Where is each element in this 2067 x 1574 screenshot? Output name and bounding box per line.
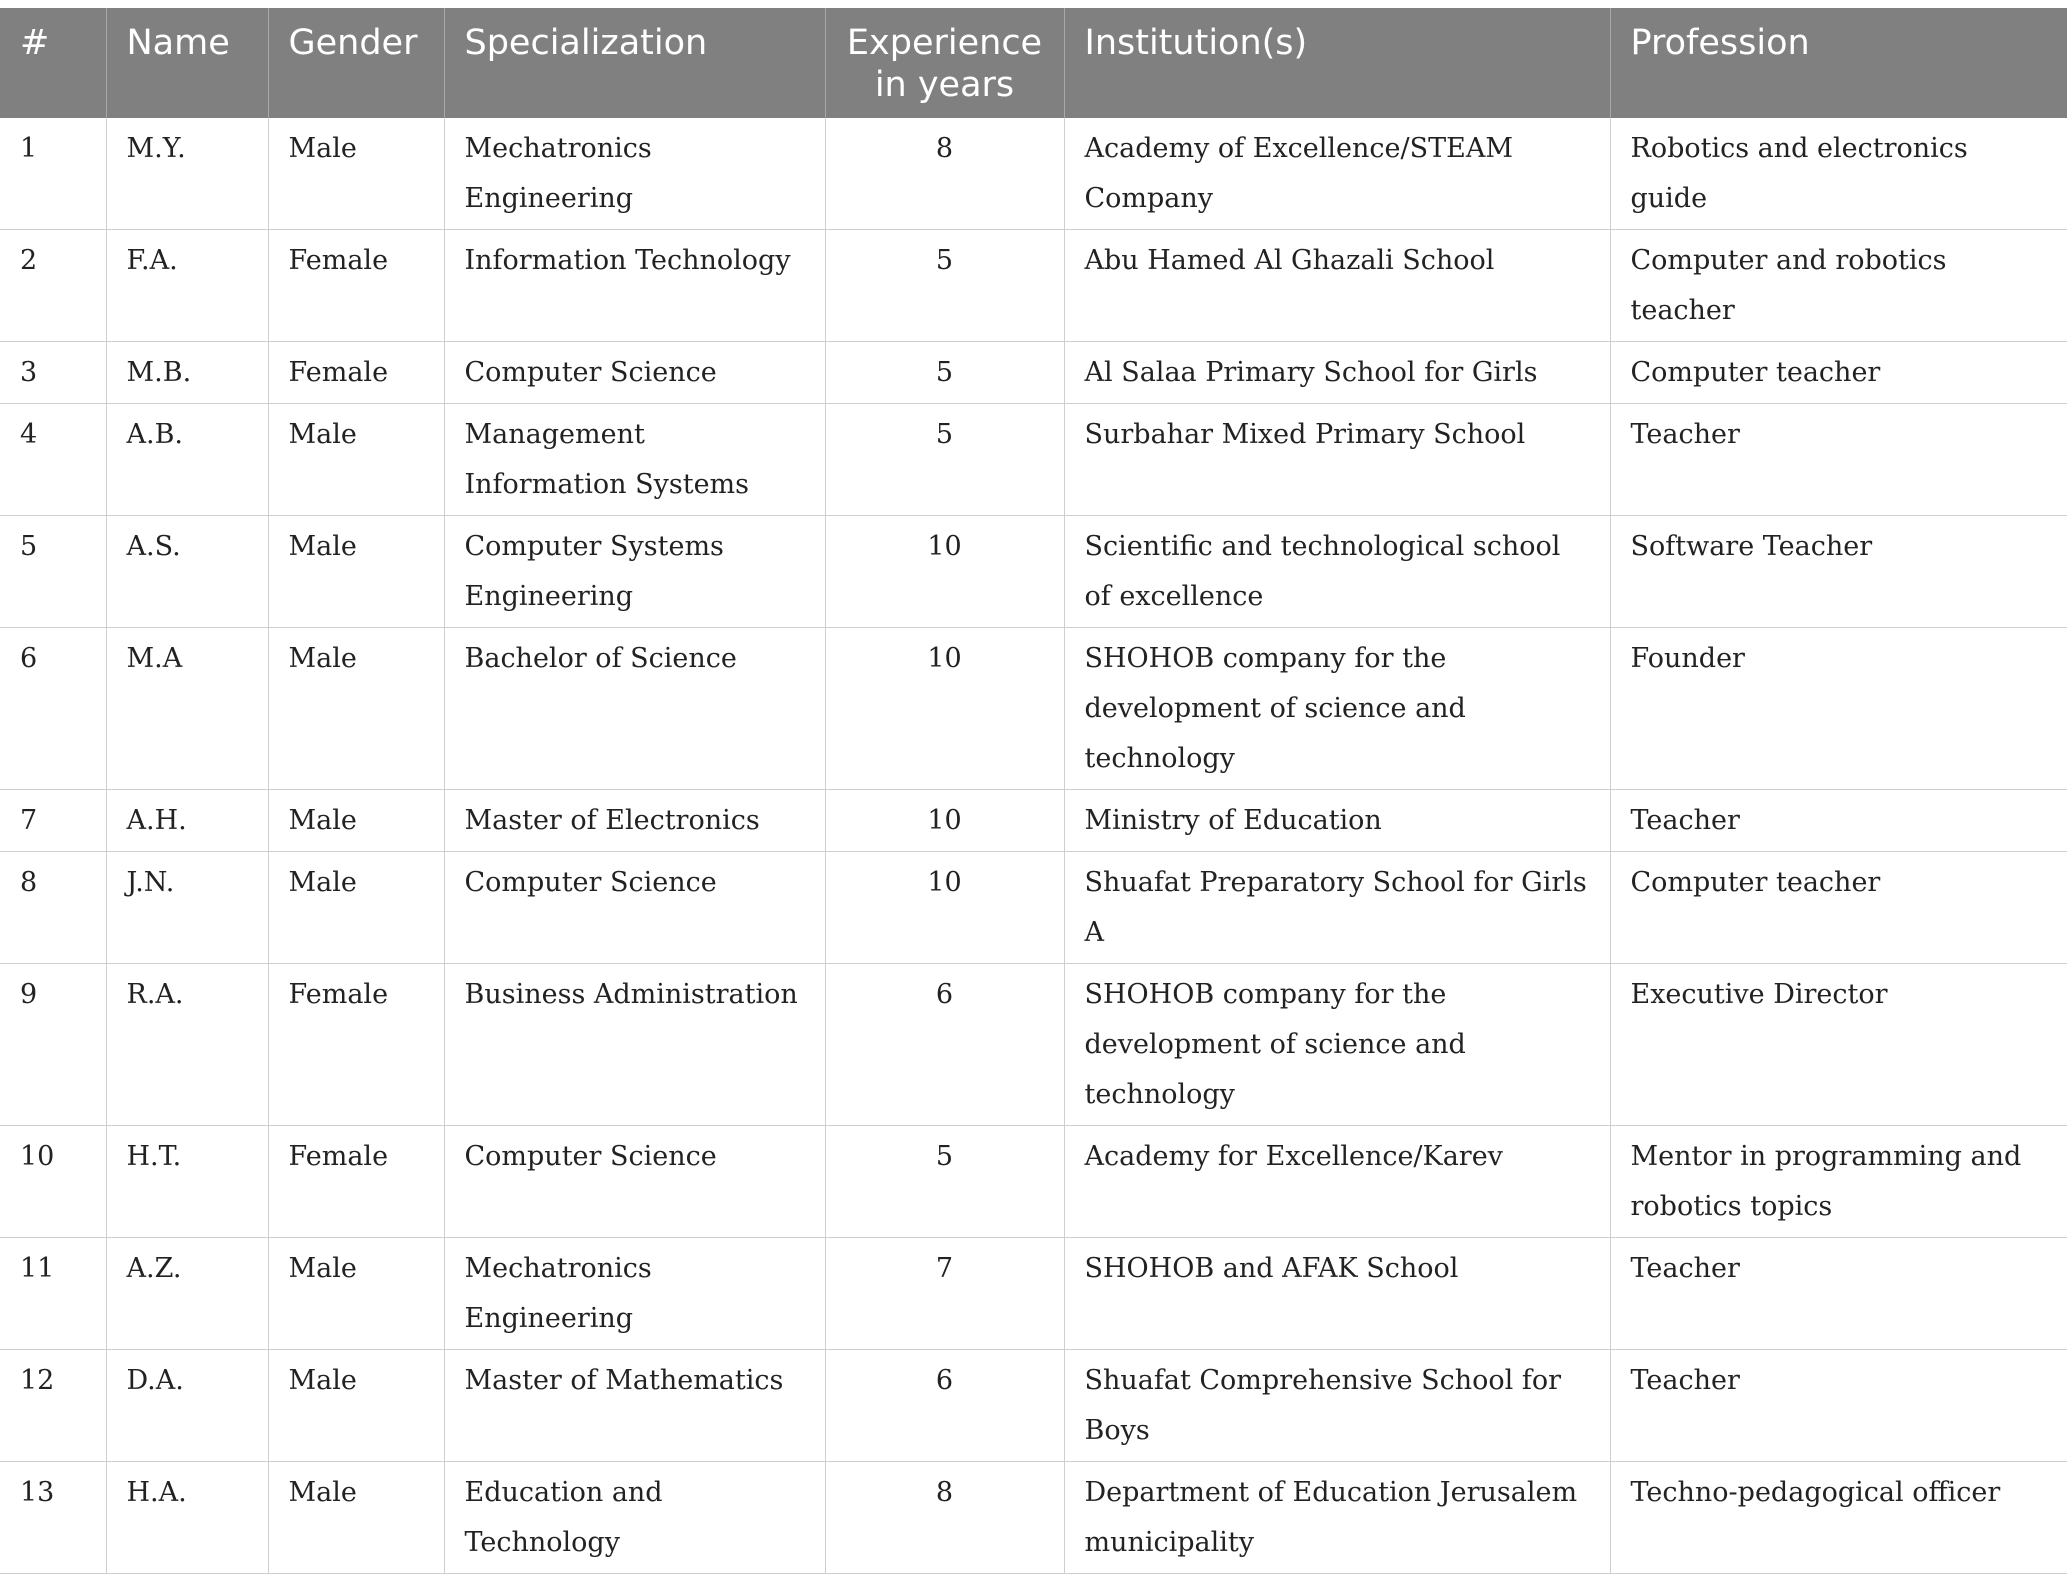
cell-name: A.S. <box>106 516 268 628</box>
table-row <box>0 118 2067 230</box>
cell-experience: 8 <box>825 1462 1064 1574</box>
cell-experience: 5 <box>825 230 1064 342</box>
cell-institution: Academy of Excellence/STEAM Company <box>1064 118 1610 230</box>
cell-gender: Male <box>268 118 444 230</box>
header-specialization: Specialization <box>444 8 825 118</box>
cell-institution: Academy for Excellence/Karev <box>1064 1126 1610 1238</box>
cell-gender: Male <box>268 852 444 964</box>
table-row <box>0 404 2067 516</box>
cell-num: 6 <box>0 628 106 790</box>
cell-name: M.Y. <box>106 118 268 230</box>
cell-specialization: Mechatronics Engineering <box>444 118 825 230</box>
cell-experience: 10 <box>825 628 1064 790</box>
cell-profession: Teacher <box>1610 790 2067 852</box>
cell-num: 13 <box>0 1462 106 1574</box>
cell-experience: 10 <box>825 516 1064 628</box>
cell-specialization: Master of Electronics <box>444 790 825 852</box>
table-row <box>0 1462 2067 1574</box>
participants-table <box>0 8 2067 1574</box>
cell-num: 3 <box>0 342 106 404</box>
cell-institution: SHOHOB and AFAK School <box>1064 1238 1610 1350</box>
cell-num: 7 <box>0 790 106 852</box>
cell-name: D.A. <box>106 1350 268 1462</box>
cell-gender: Male <box>268 516 444 628</box>
cell-num: 10 <box>0 1126 106 1238</box>
cell-specialization: Computer Systems Engineering <box>444 516 825 628</box>
cell-specialization: Education and Technology <box>444 1462 825 1574</box>
cell-experience: 7 <box>825 1238 1064 1350</box>
cell-gender: Male <box>268 1462 444 1574</box>
cell-institution: Shuafat Comprehensive School for Boys <box>1064 1350 1610 1462</box>
cell-institution: Ministry of Education <box>1064 790 1610 852</box>
cell-gender: Male <box>268 404 444 516</box>
cell-num: 8 <box>0 852 106 964</box>
cell-institution: SHOHOB company for the development of science and technology <box>1064 628 1610 790</box>
header-name: Name <box>106 8 268 118</box>
cell-name: H.T. <box>106 1126 268 1238</box>
cell-profession: Teacher <box>1610 1350 2067 1462</box>
cell-profession: Robotics and electronics guide <box>1610 118 2067 230</box>
cell-num: 9 <box>0 964 106 1126</box>
cell-experience: 6 <box>825 964 1064 1126</box>
cell-name: R.A. <box>106 964 268 1126</box>
header-profession: Profession <box>1610 8 2067 118</box>
cell-profession: Teacher <box>1610 1238 2067 1350</box>
header-institution: Institution(s) <box>1064 8 1610 118</box>
cell-experience: 8 <box>825 118 1064 230</box>
table-row <box>0 790 2067 852</box>
cell-specialization: Management Information Systems <box>444 404 825 516</box>
table-row <box>0 852 2067 964</box>
cell-institution: Surbahar Mixed Primary School <box>1064 404 1610 516</box>
table-row <box>0 1238 2067 1350</box>
table-row <box>0 1350 2067 1462</box>
header-gender: Gender <box>268 8 444 118</box>
cell-specialization: Computer Science <box>444 852 825 964</box>
cell-specialization: Master of Mathematics <box>444 1350 825 1462</box>
table-row <box>0 230 2067 342</box>
cell-name: F.A. <box>106 230 268 342</box>
cell-gender: Male <box>268 1238 444 1350</box>
cell-num: 2 <box>0 230 106 342</box>
cell-profession: Mentor in programming and robotics topics <box>1610 1126 2067 1238</box>
cell-num: 11 <box>0 1238 106 1350</box>
cell-specialization: Mechatronics Engineering <box>444 1238 825 1350</box>
cell-experience: 5 <box>825 404 1064 516</box>
cell-specialization: Computer Science <box>444 1126 825 1238</box>
cell-experience: 10 <box>825 852 1064 964</box>
cell-name: J.N. <box>106 852 268 964</box>
cell-profession: Executive Director <box>1610 964 2067 1126</box>
cell-num: 5 <box>0 516 106 628</box>
cell-profession: Computer teacher <box>1610 852 2067 964</box>
cell-experience: 6 <box>825 1350 1064 1462</box>
cell-institution: Shuafat Preparatory School for Girls A <box>1064 852 1610 964</box>
table-header-row <box>0 8 2067 118</box>
cell-name: A.H. <box>106 790 268 852</box>
cell-gender: Male <box>268 790 444 852</box>
cell-num: 4 <box>0 404 106 516</box>
cell-gender: Female <box>268 230 444 342</box>
cell-profession: Teacher <box>1610 404 2067 516</box>
cell-name: M.A <box>106 628 268 790</box>
cell-profession: Founder <box>1610 628 2067 790</box>
cell-institution: Scientific and technological school of excellence <box>1064 516 1610 628</box>
header-num: # <box>0 8 106 118</box>
table-row <box>0 342 2067 404</box>
cell-gender: Female <box>268 964 444 1126</box>
cell-name: H.A. <box>106 1462 268 1574</box>
cell-institution: Abu Hamed Al Ghazali School <box>1064 230 1610 342</box>
cell-name: A.B. <box>106 404 268 516</box>
cell-specialization: Computer Science <box>444 342 825 404</box>
participants-table-container <box>0 8 2067 1574</box>
cell-profession: Software Teacher <box>1610 516 2067 628</box>
table-row <box>0 628 2067 790</box>
cell-experience: 10 <box>825 790 1064 852</box>
cell-profession: Computer and robotics teacher <box>1610 230 2067 342</box>
cell-gender: Male <box>268 1350 444 1462</box>
cell-institution: Al Salaa Primary School for Girls <box>1064 342 1610 404</box>
cell-institution: SHOHOB company for the development of science and technology <box>1064 964 1610 1126</box>
cell-gender: Male <box>268 628 444 790</box>
cell-experience: 5 <box>825 342 1064 404</box>
cell-specialization: Bachelor of Science <box>444 628 825 790</box>
cell-gender: Female <box>268 1126 444 1238</box>
cell-specialization: Information Technology <box>444 230 825 342</box>
cell-gender: Female <box>268 342 444 404</box>
cell-name: M.B. <box>106 342 268 404</box>
cell-profession: Computer teacher <box>1610 342 2067 404</box>
table-row <box>0 516 2067 628</box>
cell-experience: 5 <box>825 1126 1064 1238</box>
cell-name: A.Z. <box>106 1238 268 1350</box>
cell-num: 1 <box>0 118 106 230</box>
cell-profession: Techno-pedagogical officer <box>1610 1462 2067 1574</box>
cell-institution: Department of Education Jerusalem municipality <box>1064 1462 1610 1574</box>
cell-specialization: Business Administration <box>444 964 825 1126</box>
table-row <box>0 1126 2067 1238</box>
cell-num: 12 <box>0 1350 106 1462</box>
table-row <box>0 964 2067 1126</box>
header-experience: Experience in years <box>825 8 1064 118</box>
